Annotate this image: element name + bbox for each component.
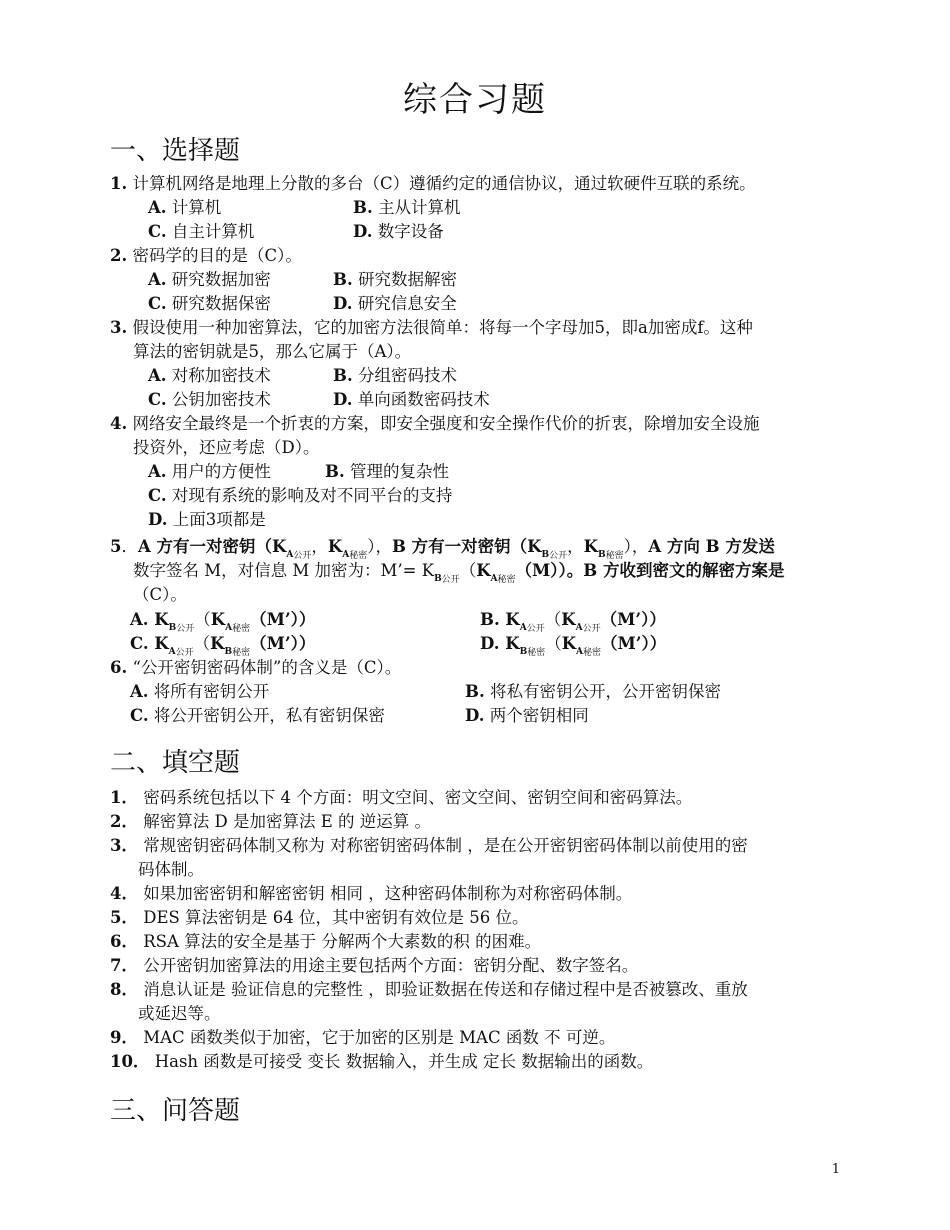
question-5-cont: 数字签名 M，对信息 M 加密为：M’= $K_{B公开}(K_{A秘密}(M))$。B 方收到密文的解密方案是	[133, 561, 785, 585]
fill-item-3: 3． 常规密钥密码体制又称为 对称密钥密码体制 ，是在公开密钥密码体制以前使用的密	[110, 836, 748, 855]
q5-option-c: C. $K_{A公开}(K_{B秘密}(M’))$	[130, 634, 316, 658]
question-3-cont: 算法的密钥就是5，那么它属于（A）。	[133, 342, 412, 361]
q1-option-d: D. 数字设备	[353, 222, 444, 241]
q6-option-a: A. 将所有密钥公开	[130, 682, 270, 701]
q2-option-d: D. 研究信息安全	[333, 294, 457, 313]
fill-item-4: 4． 如果加密密钥和解密密钥 相同 ，这种密码体制称为对称密码体制。	[110, 884, 633, 903]
q2-option-b: B. 研究数据解密	[333, 270, 457, 289]
section-heading-fill: 二、填空题	[110, 748, 241, 778]
q2-option-a: A. 研究数据加密	[148, 270, 271, 289]
q1-option-c: C. 自主计算机	[148, 222, 255, 241]
section-heading-qa: 三、问答题	[110, 1096, 241, 1126]
q5-option-d: D. $K_{B秘密}(K_{A秘密}(M’))$	[480, 634, 667, 658]
q6-option-b: B. 将私有密钥公开，公开密钥保密	[465, 682, 721, 701]
q3-option-d: D. 单向函数密码技术	[333, 390, 490, 409]
fill-item-2: 2． 解密算法 D 是加密算法 E 的 逆运算 。	[110, 812, 431, 831]
q3-option-a: A. 对称加密技术	[148, 366, 271, 385]
question-3: 3. 假设使用一种加密算法，它的加密方法很简单：将每一个字母加5，即a加密成f。这种	[110, 318, 753, 337]
question-6: 6. “公开密钥密码体制”的含义是（C）。	[110, 658, 402, 677]
q3-option-c: C. 公钥加密技术	[148, 390, 271, 409]
q4-option-d: D. 上面3项都是	[148, 510, 266, 529]
q4-option-a: A. 用户的方便性	[148, 462, 271, 481]
question-2: 2. 密码学的目的是（C）。	[110, 246, 302, 265]
q6-option-d: D. 两个密钥相同	[465, 706, 589, 725]
q1-option-b: B. 主从计算机	[353, 198, 461, 217]
fill-item-8: 8． 消息认证是 验证信息的完整性 ，即验证数据在传送和存储过程中是否被篡改、重放	[110, 980, 748, 999]
q3-option-b: B. 分组密码技术	[333, 366, 457, 385]
question-4-cont: 投资外，还应考虑（D）。	[133, 438, 320, 457]
q5-option-a: A. $K_{B公开}(K_{A秘密}(M’))$	[130, 610, 316, 634]
q5-option-b: B. $K_{A公开}(K_{A公开}(M’))$	[480, 610, 666, 634]
q2-option-c: C. 研究数据保密	[148, 294, 271, 313]
fill-item-9: 9． MAC 函数类似于加密，它于加密的区别是 MAC 函数 不 可逆。	[110, 1028, 616, 1047]
fill-item-10: 10． Hash 函数是可接受 变长 数据输入，并生成 定长 数据输出的函数。	[110, 1052, 654, 1071]
question-4: 4. 网络安全最终是一个折衷的方案，即安全强度和安全操作代价的折衷，除增加安全设施	[110, 414, 760, 433]
fill-item-8-cont: 或延迟等。	[138, 1004, 221, 1023]
question-5: 5．A 方有一对密钥（$K_{A公开}$，$K_{A秘密}$），B 方有一对密钥（$K_{B公开}$，$K_{B秘密}$），A 方向 B 方发送	[110, 537, 775, 561]
fill-item-6: 6． RSA 算法的安全是基于 分解两个大素数的积 的困难。	[110, 932, 542, 951]
question-1: 1. 计算机网络是地理上分散的多台（C）遵循约定的通信协议，通过软硬件互联的系统。	[110, 174, 756, 193]
q4-option-b: B. 管理的复杂性	[325, 462, 449, 481]
page-title: 综合习题	[403, 80, 547, 120]
fill-item-7: 7． 公开密钥加密算法的用途主要包括两个方面：密钥分配、数字签名。	[110, 956, 639, 975]
question-5-answer: （C）。	[133, 585, 187, 604]
fill-item-5: 5． DES 算法密钥是 64 位，其中密钥有效位是 56 位。	[110, 908, 529, 927]
fill-item-3-cont: 码体制。	[138, 860, 204, 879]
page-number: 1	[831, 1162, 840, 1177]
q4-option-c: C. 对现有系统的影响及对不同平台的支持	[148, 486, 453, 505]
fill-item-1: 1． 密码系统包括以下 4 个方面：明文空间、密文空间、密钥空间和密码算法。	[110, 788, 693, 807]
q6-option-c: C. 将公开密钥公开，私有密钥保密	[130, 706, 385, 725]
section-heading-choice: 一、选择题	[110, 136, 241, 166]
q1-option-a: A. 计算机	[148, 198, 222, 217]
